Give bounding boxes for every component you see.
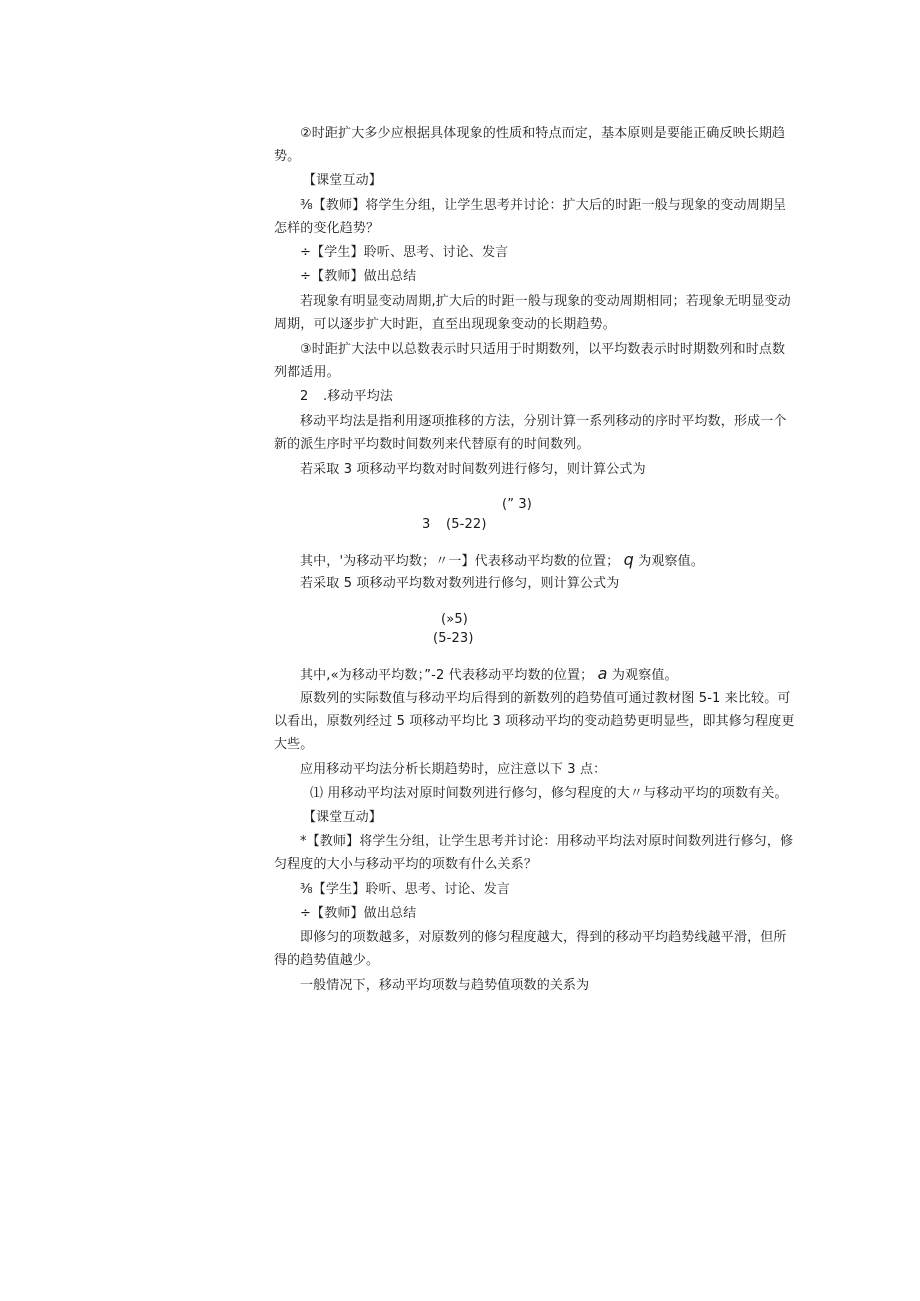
variable-symbol: a (597, 664, 608, 683)
paragraph-line (300, 663, 678, 687)
paragraph-line: 一般情况下，移动平均项数与趋势值项数的关系为 (300, 978, 590, 993)
paragraph-line: 周期，可以逐步扩大时距，直至出现现象变动的长期趋势。 (274, 317, 616, 332)
paragraph-line: 应用移动平均法分析长期趋势时，应注意以下 3 点： (300, 762, 607, 777)
paragraph-line: 移动平均法是指利用逐项推移的方法，分别计算一系列移动的序时平均数，形成一个 (300, 414, 787, 429)
teacher-summary-line: ÷【教师】做出总结 (300, 269, 417, 284)
teacher-prompt-line: ⅜【教师】将学生分组，让学生思考并讨论：扩大后的时距一般与现象的变动周期呈 (300, 198, 787, 213)
classroom-interaction-heading: 【课堂互动】 (303, 810, 382, 825)
paragraph-line: 势。 (274, 149, 301, 164)
formula-number: (5-22) (446, 517, 487, 532)
paragraph-line: 新的派生序时平均数时间数列来代替原有的时间数列。 (274, 437, 590, 452)
formula-numerator: (” 3) (502, 497, 533, 512)
paragraph-line: ③时距扩大法中以总数表示时只适用于时期数列，以平均数表示时时期数列和时点数 (300, 342, 786, 357)
formula-numerator: (»5) (441, 612, 468, 627)
classroom-interaction-heading: 【课堂互动】 (303, 173, 382, 188)
teacher-prompt-line: 匀程度的大小与移动平均的项数有什么关系？ (274, 857, 538, 872)
list-item: ⑴ 用移动平均法对原时间数列进行修匀，修匀程度的大〃与移动平均的项数有关。 (310, 786, 788, 801)
paragraph-line: 原数列的实际数值与移动平均后得到的新数列的趋势值可通过教材图 5-1 来比较。可 (300, 691, 791, 706)
paragraph-line: 若现象有明显变动周期,扩大后的时距一般与现象的变动周期相同；若现象无明显变动 (300, 294, 791, 309)
paragraph-line: 若采取 5 项移动平均数对数列进行修匀，则计算公式为 (300, 576, 620, 591)
student-response-line: ÷【学生】聆听、思考、讨论、发言 (300, 245, 509, 260)
paragraph-line: 大些。 (274, 737, 314, 752)
paragraph-line: 得的趋势值越少。 (274, 953, 380, 968)
variable-symbol: q (623, 550, 634, 569)
formula-denominator: 3 (422, 517, 431, 532)
paragraph-line: 以看出，原数列经过 5 项移动平均比 3 项移动平均的变动趋势更明显些，即其修匀程度更 (274, 714, 795, 729)
paragraph-line: 即修匀的项数越多，对原数列的修匀程度越大，得到的移动平均趋势线越平滑，但所 (300, 930, 787, 945)
section-number: 2 (300, 389, 309, 404)
student-response-line: ⅜【学生】聆听、思考、讨论、发言 (300, 882, 511, 897)
text-span: 其中,«为移动平均数；”-2 代表移动平均数的位置； (300, 668, 594, 683)
text-span: 为观察值。 (611, 668, 678, 683)
text-span: 为观察值。 (638, 554, 704, 569)
paragraph-line: 列都适用。 (274, 365, 340, 380)
paragraph-line (300, 549, 704, 573)
text-span: 其中，'为移动平均数；〃一】代表移动平均数的位置； (300, 554, 620, 569)
section-title: .移动平均法 (323, 389, 394, 404)
paragraph-line: 若采取 3 项移动平均数对时间数列进行修匀，则计算公式为 (300, 462, 646, 477)
paragraph-line: ②时距扩大多少应根据具体现象的性质和特点而定，基本原则是要能正确反映长期趋 (300, 126, 786, 141)
teacher-summary-line: ÷【教师】做出总结 (300, 906, 417, 921)
teacher-prompt-line: 怎样的变化趋势？ (274, 221, 380, 236)
formula-number: (5-23) (433, 631, 474, 646)
teacher-prompt-line: *【教师】将学生分组，让学生思考并讨论：用移动平均法对原时间数列进行修匀，修 (300, 834, 794, 849)
